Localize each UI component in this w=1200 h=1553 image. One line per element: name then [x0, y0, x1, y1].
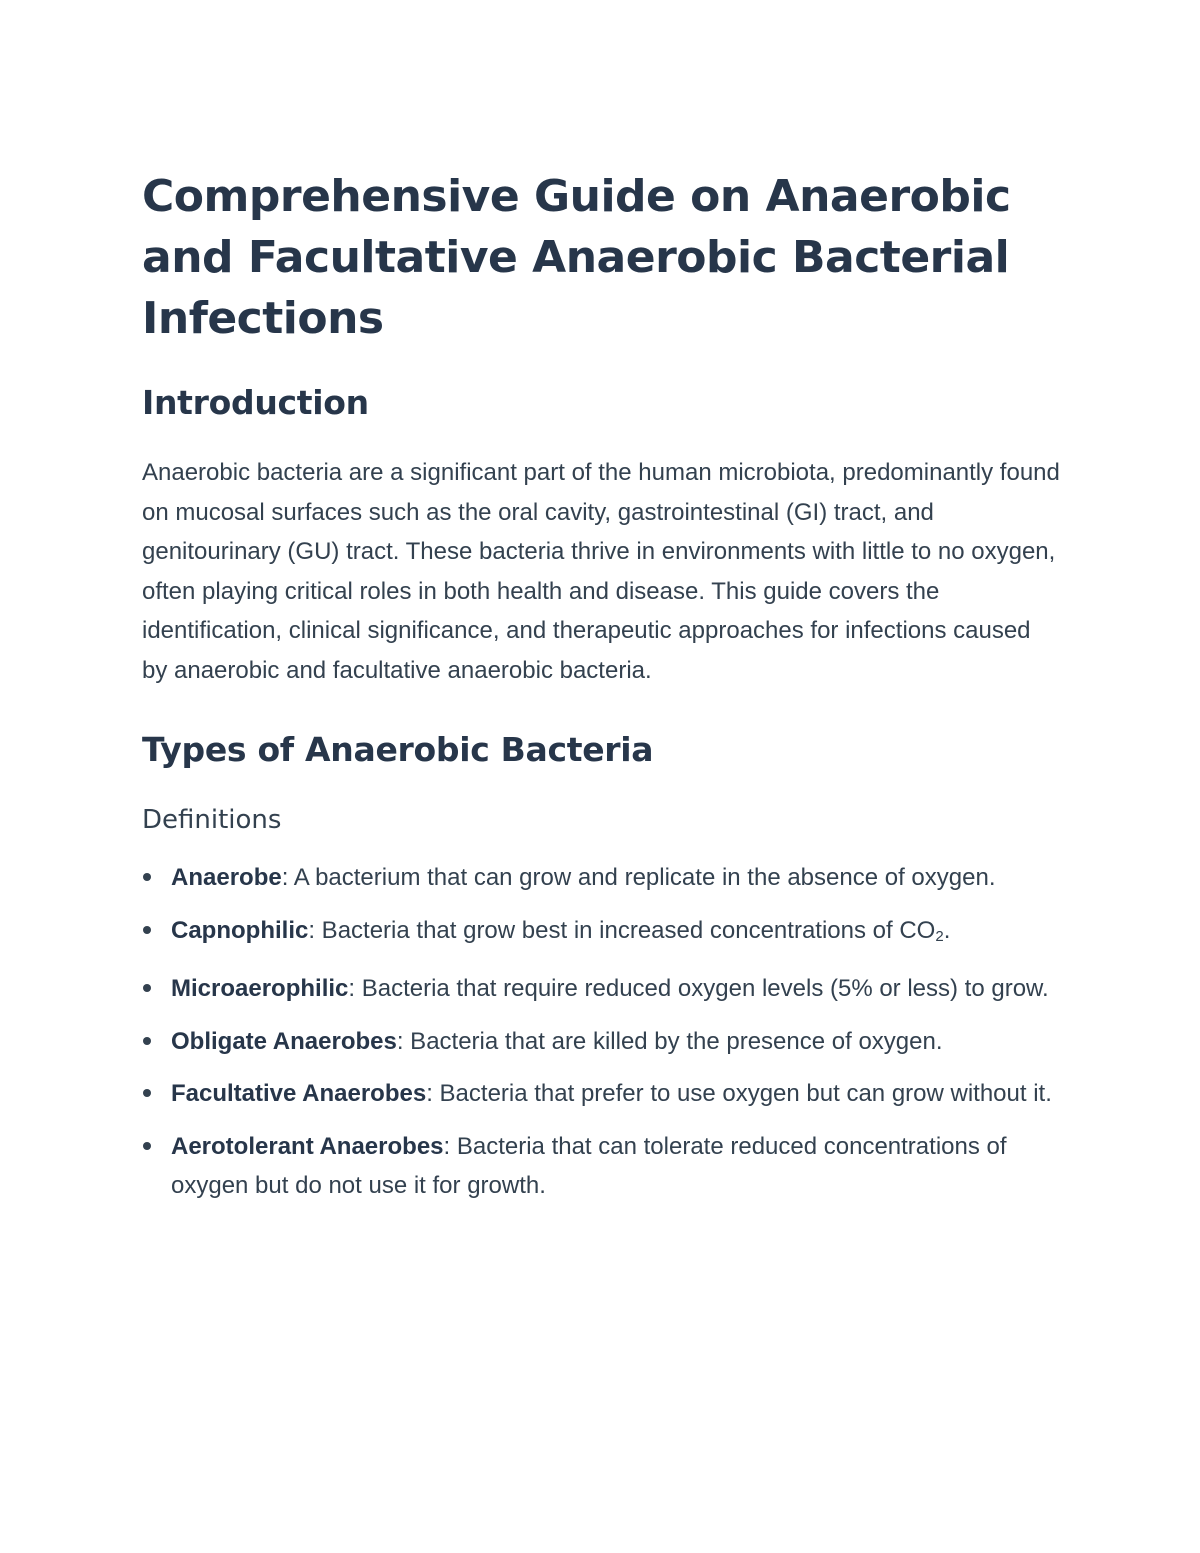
definition-text: Bacteria that can tolerate reduced concentrations of oxygen but do not use it for growth.	[171, 1132, 1007, 1199]
types-heading: Types of Anaerobic Bacteria	[142, 730, 654, 769]
definition-term: Anaerobe	[171, 864, 282, 891]
bullet-icon	[143, 1089, 151, 1097]
definition-separator: :	[443, 1132, 451, 1160]
definition-item-facultative-anaerobes	[142, 1074, 1062, 1114]
definition-item-microaerophilic	[142, 969, 1062, 1009]
definition-item-capnophilic	[142, 911, 1062, 957]
definition-text: Bacteria that require reduced oxygen levels (5% or less) to grow.	[355, 975, 1049, 1002]
bullet-icon	[143, 1037, 151, 1045]
definition-item-aerotolerant-anaerobes	[142, 1127, 1062, 1206]
definition-text: Bacteria that prefer to use oxygen but can grow without it.	[432, 1080, 1052, 1107]
definition-term: Facultative Anaerobes	[171, 1080, 427, 1107]
definition-separator: :	[281, 864, 289, 891]
definition-separator: :	[426, 1080, 433, 1107]
definition-item-anaerobe	[142, 858, 1062, 898]
definition-separator: :	[396, 1027, 404, 1055]
definition-text: Bacteria that grow best in increased concentrations of CO	[315, 916, 936, 944]
definition-text: Bacteria that are killed by the presence of oxygen.	[403, 1027, 943, 1055]
bullet-icon	[143, 926, 151, 934]
definitions-list	[142, 858, 1062, 1206]
definition-term: Microaerophilic	[171, 975, 349, 1002]
definition-term: Capnophilic	[171, 916, 309, 944]
introduction-heading: Introduction	[142, 383, 369, 422]
definition-separator: :	[308, 916, 316, 944]
definitions-subheading: Definitions	[142, 805, 282, 835]
bullet-icon	[143, 873, 151, 881]
bullet-icon	[143, 984, 151, 992]
document-title: Comprehensive Guide on Anaerobic and Facultative Anaerobic Bacterial Infections	[142, 171, 1011, 344]
definition-text: A bacterium that can grow and replicate in the absence of oxygen.	[288, 864, 996, 891]
bullet-icon	[143, 1142, 151, 1150]
document-page	[142, 166, 1062, 1219]
introduction-paragraph: Anaerobic bacteria are a significant part of the human microbiota, predominantly found on mucosal surfaces such as the oral cavity, gastrointestinal (GI) tract, and genitourinary (GU) tract. These bacteria thrive in environments with little to no oxygen, often playing critical roles in both health and disease. This guide covers the identification, clinical significance, and therapeutic approaches for infections caused by anaerobic and facultative anaerobic bacteria.	[142, 459, 1060, 684]
definition-term: Obligate Anaerobes	[171, 1027, 397, 1055]
co2-subscript: 2	[935, 927, 944, 945]
definition-separator: :	[348, 975, 356, 1002]
definition-item-obligate-anaerobes	[142, 1022, 1062, 1062]
definition-end: .	[943, 916, 951, 944]
definition-term: Aerotolerant Anaerobes	[171, 1132, 444, 1160]
